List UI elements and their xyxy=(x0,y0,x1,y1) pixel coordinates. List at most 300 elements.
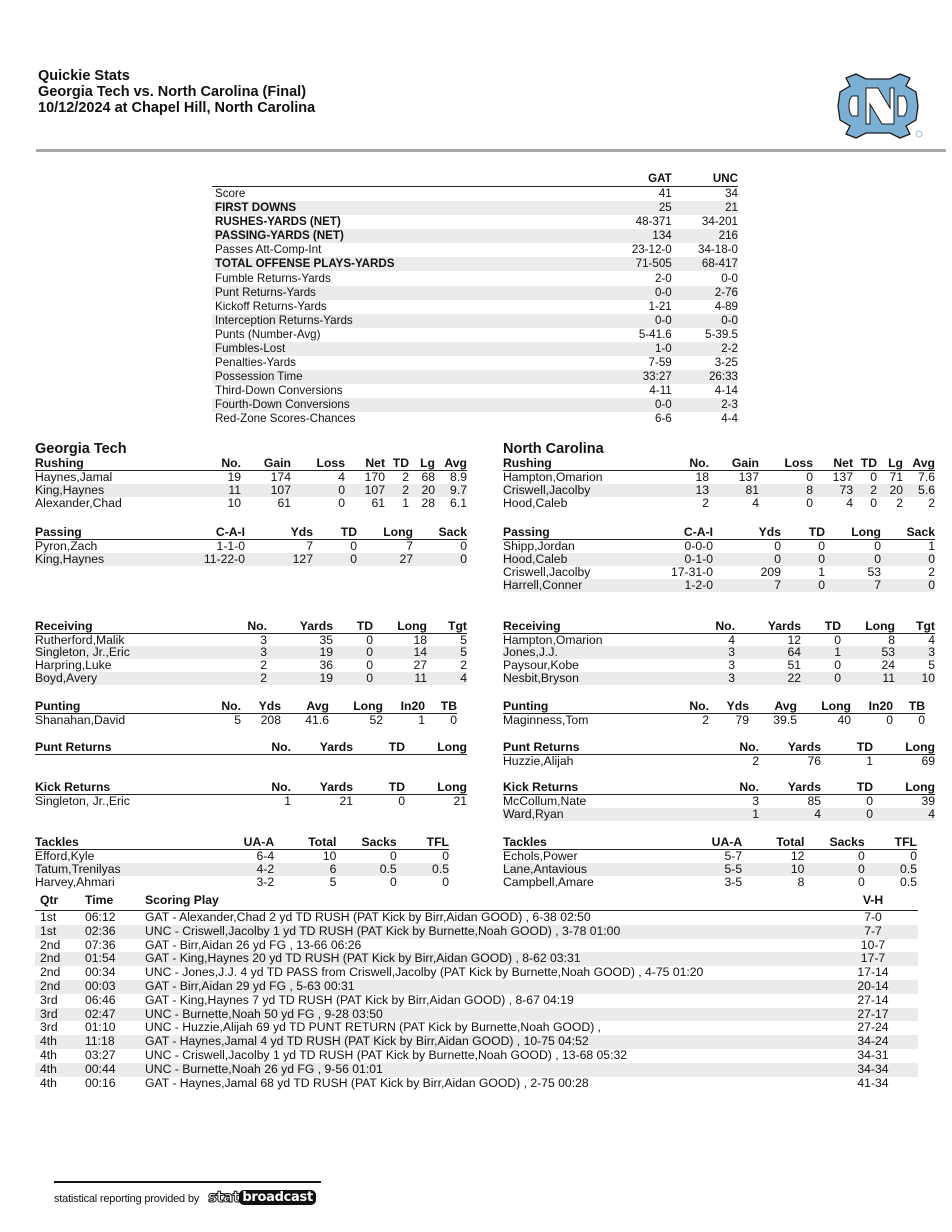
stat-value: 11 xyxy=(841,672,895,685)
player-row xyxy=(35,849,449,862)
section-title: Punting xyxy=(35,700,205,714)
quarter: 4th xyxy=(40,1075,57,1090)
column-header: No. xyxy=(205,700,241,714)
player-name: Shipp,Jordan xyxy=(503,539,575,554)
column-header: Long xyxy=(797,700,851,714)
column-header: No. xyxy=(225,781,291,795)
game-time: 01:10 xyxy=(85,1020,116,1035)
stat-value: 51 xyxy=(787,658,801,673)
stat-value: 0.5 xyxy=(397,863,449,876)
stat-value: 8.9 xyxy=(450,470,467,484)
stat-value: 10 xyxy=(227,495,241,510)
stat-value: 0 xyxy=(350,539,357,554)
stat-value: 13 xyxy=(671,484,709,497)
scoring-play: GAT - King,Haynes 20 yd TD RUSH (PAT Kick by Birr,Aidan GOOD) , 8-62 03:31 xyxy=(145,952,828,966)
stat-value: 69 xyxy=(921,753,935,768)
player-row xyxy=(35,795,467,808)
score-vh: 17-14 xyxy=(857,965,889,980)
stat-value: 7 xyxy=(713,579,781,592)
punt-returns-table xyxy=(503,741,935,768)
stat-value: 85 xyxy=(807,794,821,809)
stat-value: 0 xyxy=(313,553,357,566)
player-name: Jones,J.J. xyxy=(503,646,683,659)
rushing-table xyxy=(503,457,935,509)
scoring-row xyxy=(35,911,918,925)
section-title: Punt Returns xyxy=(35,741,225,755)
column-header: Tgt xyxy=(427,620,467,634)
team-stat-row xyxy=(212,243,738,257)
stat-value: 71 xyxy=(889,470,903,484)
table-header xyxy=(35,620,467,634)
column-header: TD xyxy=(353,741,405,755)
header-divider xyxy=(36,149,946,152)
stat-value: 0-0-0 xyxy=(684,539,713,554)
column-header: Total xyxy=(274,836,336,850)
stat-value: 7 xyxy=(406,539,413,554)
stat-value: 5-7 xyxy=(724,848,743,863)
stat-gat: 2-0 xyxy=(654,271,672,285)
team-stat-row xyxy=(212,286,738,300)
stat-value: 2 xyxy=(385,484,409,497)
stat-gat: 1-21 xyxy=(648,299,672,313)
stat-value: 1 xyxy=(801,646,841,659)
punting-table xyxy=(35,700,457,727)
stat-value: 0 xyxy=(781,553,825,566)
stat-value: 0 xyxy=(857,874,865,889)
player-row xyxy=(503,566,935,579)
stat-gat: 25 xyxy=(593,201,671,215)
column-header: Avg xyxy=(903,457,935,471)
stat-value: 4 xyxy=(752,495,759,510)
column-header: Yards xyxy=(759,741,821,755)
tackles-table xyxy=(503,836,917,888)
stat-value: 61 xyxy=(277,495,291,510)
scoring-row xyxy=(35,966,918,980)
stat-gat: 71-505 xyxy=(593,257,671,271)
stat-value: 79 xyxy=(735,712,749,727)
stat-label: Score xyxy=(215,187,246,200)
player-name: Shanahan,David xyxy=(35,712,126,727)
player-row xyxy=(35,497,467,510)
stat-label: Penalties-Yards xyxy=(215,356,296,370)
column-header: Sack xyxy=(881,526,935,540)
column-header: Long xyxy=(873,741,935,755)
column-header: No. xyxy=(683,620,735,634)
receiving-table xyxy=(503,620,935,685)
game-time: 02:47 xyxy=(85,1008,145,1022)
stat-value: 0 xyxy=(398,794,405,809)
stat-value: 61 xyxy=(371,495,385,510)
column-header: Long xyxy=(825,526,881,540)
column-header: TFL xyxy=(397,836,449,850)
stat-value: 5 xyxy=(329,874,337,889)
section-title: Rushing xyxy=(503,457,671,471)
stat-value: 174 xyxy=(270,470,291,484)
stat-value: 0 xyxy=(338,495,345,510)
player-row xyxy=(35,633,467,646)
column-header: Sacks xyxy=(804,836,864,850)
team-stat-row xyxy=(212,271,738,285)
stat-value: 39 xyxy=(921,794,935,809)
stat-value: 18 xyxy=(695,470,709,484)
stat-value: 20 xyxy=(409,484,435,497)
rushing-table xyxy=(35,457,467,509)
column-header: TFL xyxy=(865,836,917,850)
stat-value: 17-31-0 xyxy=(670,564,713,579)
stat-value: 2 xyxy=(215,672,267,685)
stat-value: 5 xyxy=(234,712,241,727)
game-time: 00:34 xyxy=(85,965,116,980)
stat-value: 20 xyxy=(877,484,903,497)
stat-value: 2 xyxy=(260,658,267,673)
stat-value: 12 xyxy=(787,632,801,647)
stat-value: 2 xyxy=(752,753,759,768)
score-vh: 7-0 xyxy=(864,910,882,924)
scoring-play: GAT - Alexander,Chad 2 yd TD RUSH (PAT Kick by Birr,Aidan GOOD) , 6-38 02:50 xyxy=(145,910,591,924)
stat-value: 0 xyxy=(460,539,467,554)
stat-value: 0 xyxy=(818,539,825,554)
column-header: TD xyxy=(313,526,357,540)
stat-value: 19 xyxy=(227,470,241,484)
column-header: In20 xyxy=(851,700,893,714)
player-name: Huzzie,Alijah xyxy=(503,753,574,768)
stat-value: 3-5 xyxy=(724,874,743,889)
stat-value: 1-2-0 xyxy=(653,579,713,592)
stat-value: 0.5 xyxy=(900,874,917,889)
stat-value: 3 xyxy=(260,632,267,647)
matchup-title: Georgia Tech vs. North Carolina (Final) xyxy=(38,84,307,100)
stat-value: 0 xyxy=(881,553,935,566)
column-header: Avg xyxy=(281,700,329,714)
column-header: No. xyxy=(225,741,291,755)
column-header: No. xyxy=(693,741,759,755)
table-header xyxy=(35,781,467,795)
section-title: Punting xyxy=(503,700,673,714)
score-vh: 34-24 xyxy=(828,1035,918,1049)
stat-value: 64 xyxy=(735,646,801,659)
stat-value: 1 xyxy=(284,794,291,809)
section-title: Punt Returns xyxy=(503,741,693,755)
score-vh: 10-7 xyxy=(860,937,886,952)
column-header: Yds xyxy=(709,700,749,714)
player-name: Alexander,Chad xyxy=(35,495,122,510)
passing-table xyxy=(503,526,935,591)
player-name: King,Haynes xyxy=(35,484,203,497)
georgia-tech-section xyxy=(35,440,467,889)
stat-value: 0 xyxy=(918,712,925,727)
team-stat-row xyxy=(212,187,738,202)
stat-value: 19 xyxy=(267,646,333,659)
stat-value: 8 xyxy=(797,874,805,889)
stat-value: 209 xyxy=(760,564,781,579)
stat-value: 0 xyxy=(806,495,813,510)
game-time: 07:36 xyxy=(85,937,116,952)
scoring-row xyxy=(35,925,918,939)
team-stats-table xyxy=(212,172,738,427)
stat-value: 6.1 xyxy=(450,495,467,510)
stat-value: 0 xyxy=(804,863,864,876)
player-name: Hampton,Omarion xyxy=(503,632,603,647)
section-title: Kick Returns xyxy=(35,781,225,795)
stat-gat: 0-0 xyxy=(593,398,671,412)
column-header: Tgt xyxy=(895,620,935,634)
column-header: No. xyxy=(671,457,709,471)
team-stat-row xyxy=(212,300,738,314)
stat-value: 0 xyxy=(834,658,841,673)
stat-value: 0.5 xyxy=(336,863,396,876)
stat-gat: 41 xyxy=(658,187,672,200)
column-header: C-A-I xyxy=(653,526,713,540)
team-stat-row xyxy=(212,398,738,412)
column-header: TD xyxy=(853,457,877,471)
team-stat-row xyxy=(212,342,738,356)
stat-value: 2 xyxy=(928,564,935,579)
col-scoring-play: Scoring Play xyxy=(145,893,828,911)
stat-value: 2 xyxy=(896,495,903,510)
stat-value: 52 xyxy=(369,712,383,727)
column-header: Lg xyxy=(877,457,903,471)
score-vh: 17-7 xyxy=(828,952,918,966)
stat-value: 4 xyxy=(338,470,345,484)
column-header: TD xyxy=(801,620,841,634)
column-header: UA-A xyxy=(674,836,742,850)
stat-value: 208 xyxy=(260,712,281,727)
stat-label: PASSING-YARDS (NET) xyxy=(212,229,593,243)
stat-value: 3 xyxy=(895,646,935,659)
stat-value: 53 xyxy=(867,564,881,579)
stat-value: 0 xyxy=(834,632,841,647)
stat-value: 107 xyxy=(345,484,385,497)
stat-value: 0 xyxy=(857,848,865,863)
section-title: Rushing xyxy=(35,457,203,471)
stat-value: 1 xyxy=(928,539,935,554)
column-header: In20 xyxy=(383,700,425,714)
column-header: Yds xyxy=(713,526,781,540)
stat-value: 22 xyxy=(735,672,801,685)
stat-label: Passes Att-Comp-Int xyxy=(215,243,322,257)
stat-unc: 4-89 xyxy=(714,299,738,313)
stat-unc: 2-3 xyxy=(672,398,738,412)
stat-value: 0 xyxy=(874,539,881,554)
column-header: TD xyxy=(353,781,405,795)
scoring-row xyxy=(35,1049,918,1063)
scoring-row xyxy=(35,1035,918,1049)
stat-value: 18 xyxy=(413,632,427,647)
stat-unc: 0-0 xyxy=(721,271,738,285)
date-location: 10/12/2024 at Chapel Hill, North Carolina xyxy=(38,100,316,116)
player-row xyxy=(503,633,935,646)
stat-value: 0 xyxy=(821,808,873,821)
stat-value: 0 xyxy=(713,553,781,566)
stat-unc: 0-0 xyxy=(672,314,738,328)
game-time: 02:36 xyxy=(85,925,145,939)
stat-unc: 26:33 xyxy=(672,370,738,384)
player-name: Singleton, Jr.,Eric xyxy=(35,646,215,659)
scoring-play: GAT - Haynes,Jamal 68 yd TD RUSH (PAT Kick by Birr,Aidan GOOD) , 2-75 00:28 xyxy=(145,1075,589,1090)
column-header: Yards xyxy=(759,781,821,795)
column-header: UA-A xyxy=(206,836,274,850)
scoring-row xyxy=(35,1063,918,1077)
punt-returns-table xyxy=(35,741,467,755)
stat-value: 1 xyxy=(866,753,873,768)
stat-value: 127 xyxy=(245,553,313,566)
stat-gat: 23-12-0 xyxy=(631,243,672,257)
quarter: 2nd xyxy=(40,937,61,952)
stat-value: 0 xyxy=(870,470,877,484)
stat-value: 0 xyxy=(801,672,841,685)
player-name: Hampton,Omarion xyxy=(503,470,603,484)
stat-value: 8 xyxy=(888,632,895,647)
column-header: Loss xyxy=(291,457,345,471)
column-header: No. xyxy=(215,620,267,634)
player-row xyxy=(503,849,917,862)
table-header xyxy=(35,700,457,714)
stat-value: 3 xyxy=(728,658,735,673)
stat-label: Red-Zone Scores-Chances xyxy=(215,412,356,426)
game-time: 03:27 xyxy=(85,1047,116,1062)
scoring-play: UNC - Burnette,Noah 50 yd FG , 9-28 03:50 xyxy=(145,1008,828,1022)
stat-value: 3 xyxy=(752,794,759,809)
player-name: Criswell,Jacolby xyxy=(503,484,671,497)
table-header xyxy=(35,457,467,471)
stat-label: Fumble Returns-Yards xyxy=(215,271,331,285)
stat-value: 76 xyxy=(807,753,821,768)
player-row xyxy=(503,672,935,685)
player-row xyxy=(35,553,467,566)
column-header: Long xyxy=(373,620,427,634)
stat-value: 1 xyxy=(693,808,759,821)
stat-value: 0 xyxy=(291,484,345,497)
column-header: No. xyxy=(673,700,709,714)
column-header: Sacks xyxy=(336,836,396,850)
stat-value: 28 xyxy=(421,495,435,510)
stat-value: 3 xyxy=(683,672,735,685)
column-header: Lg xyxy=(409,457,435,471)
player-name: Tatum,Trenilyas xyxy=(35,863,206,876)
stat-value: 0 xyxy=(886,712,893,727)
column-header: Yards xyxy=(291,741,353,755)
stat-value: 0.5 xyxy=(865,863,917,876)
stat-gat: 7-59 xyxy=(648,356,672,370)
table-header xyxy=(35,526,467,540)
stat-value: 0 xyxy=(333,672,373,685)
player-row xyxy=(35,484,467,497)
stat-value: 10 xyxy=(742,863,804,876)
stat-value: 0 xyxy=(366,658,373,673)
stat-unc: 4-14 xyxy=(714,384,738,398)
stat-value: 8 xyxy=(759,484,813,497)
stat-value: 4 xyxy=(427,672,467,685)
quarter: 1st xyxy=(40,910,57,924)
stat-value: 0-1-0 xyxy=(653,553,713,566)
player-name: Harpring,Luke xyxy=(35,658,112,673)
section-title: Receiving xyxy=(35,620,215,634)
passing-table xyxy=(35,526,467,566)
team-stat-row xyxy=(212,215,738,229)
stat-value: 19 xyxy=(267,672,333,685)
stat-gat: 33:27 xyxy=(593,370,671,384)
player-row xyxy=(35,713,457,726)
stat-value: 4 xyxy=(928,632,935,647)
column-header: TD xyxy=(821,781,873,795)
section-title: Passing xyxy=(503,526,653,540)
stat-value: 2 xyxy=(853,484,877,497)
stat-gat: 48-371 xyxy=(635,215,672,229)
stat-unc: 21 xyxy=(672,201,738,215)
player-row xyxy=(503,579,935,592)
stat-value: 0 xyxy=(774,539,781,554)
stat-value: 0 xyxy=(806,470,813,484)
stat-value: 6 xyxy=(274,863,336,876)
stat-value: 3-2 xyxy=(256,874,275,889)
stat-value: 5 xyxy=(460,632,467,647)
team-stat-row xyxy=(212,257,738,271)
column-header: TB xyxy=(425,700,457,714)
column-header: TD xyxy=(821,741,873,755)
player-name: Echols,Power xyxy=(503,848,578,863)
stat-unc: 216 xyxy=(672,229,738,243)
stat-value: 24 xyxy=(881,658,895,673)
player-name: Criswell,Jacolby xyxy=(503,564,591,579)
team-stat-row xyxy=(212,229,738,243)
receiving-table xyxy=(35,620,467,685)
player-row xyxy=(503,754,935,767)
table-header xyxy=(503,457,935,471)
stat-label: Fumbles-Lost xyxy=(212,342,593,356)
tackles-table xyxy=(35,836,449,888)
column-header: C-A-I xyxy=(185,526,245,540)
player-name: McCollum,Nate xyxy=(503,794,587,809)
stat-unc: 4-4 xyxy=(721,412,738,426)
player-name: Lane,Antavious xyxy=(503,863,674,876)
stat-value: 11-22-0 xyxy=(185,553,245,566)
stat-value: 2 xyxy=(928,495,935,510)
column-header: Long xyxy=(873,781,935,795)
stat-value: 11 xyxy=(373,672,427,685)
scoring-play: UNC - Criswell,Jacolby 1 yd TD RUSH (PAT Kick by Burnette,Noah GOOD) , 3-78 01:00 xyxy=(145,925,828,939)
report-header xyxy=(38,68,315,116)
game-time: 01:54 xyxy=(85,952,145,966)
stat-label: Possession Time xyxy=(212,370,593,384)
footer-divider xyxy=(54,1181,321,1183)
logo-stat-text: stat xyxy=(208,1188,240,1206)
stat-value: 5.6 xyxy=(903,484,935,497)
team-stat-row xyxy=(212,328,738,342)
player-name: Hood,Caleb xyxy=(503,495,568,510)
stat-value: 4 xyxy=(759,808,821,821)
scoring-row xyxy=(35,939,918,953)
player-name: King,Haynes xyxy=(35,553,185,566)
stat-value: 7 xyxy=(306,539,313,554)
column-header: Net xyxy=(813,457,853,471)
score-vh: 7-7 xyxy=(828,925,918,939)
logo-broadcast-text: broadcast xyxy=(239,1190,315,1205)
player-name: Harvey,Ahmari xyxy=(35,874,115,889)
player-row xyxy=(35,540,467,553)
stat-value: 0 xyxy=(366,632,373,647)
stat-value: 0 xyxy=(825,553,881,566)
table-header xyxy=(35,836,449,850)
team-stat-row xyxy=(212,370,738,384)
stat-value: 0 xyxy=(413,553,467,566)
kick-returns-table xyxy=(35,781,467,808)
stat-value: 3 xyxy=(215,646,267,659)
quarter: 4th xyxy=(35,1035,85,1049)
team-stat-row xyxy=(212,384,738,398)
stat-label: Fourth-Down Conversions xyxy=(212,398,593,412)
stat-unc: 2-76 xyxy=(672,286,738,300)
stat-value: 137 xyxy=(832,470,853,484)
